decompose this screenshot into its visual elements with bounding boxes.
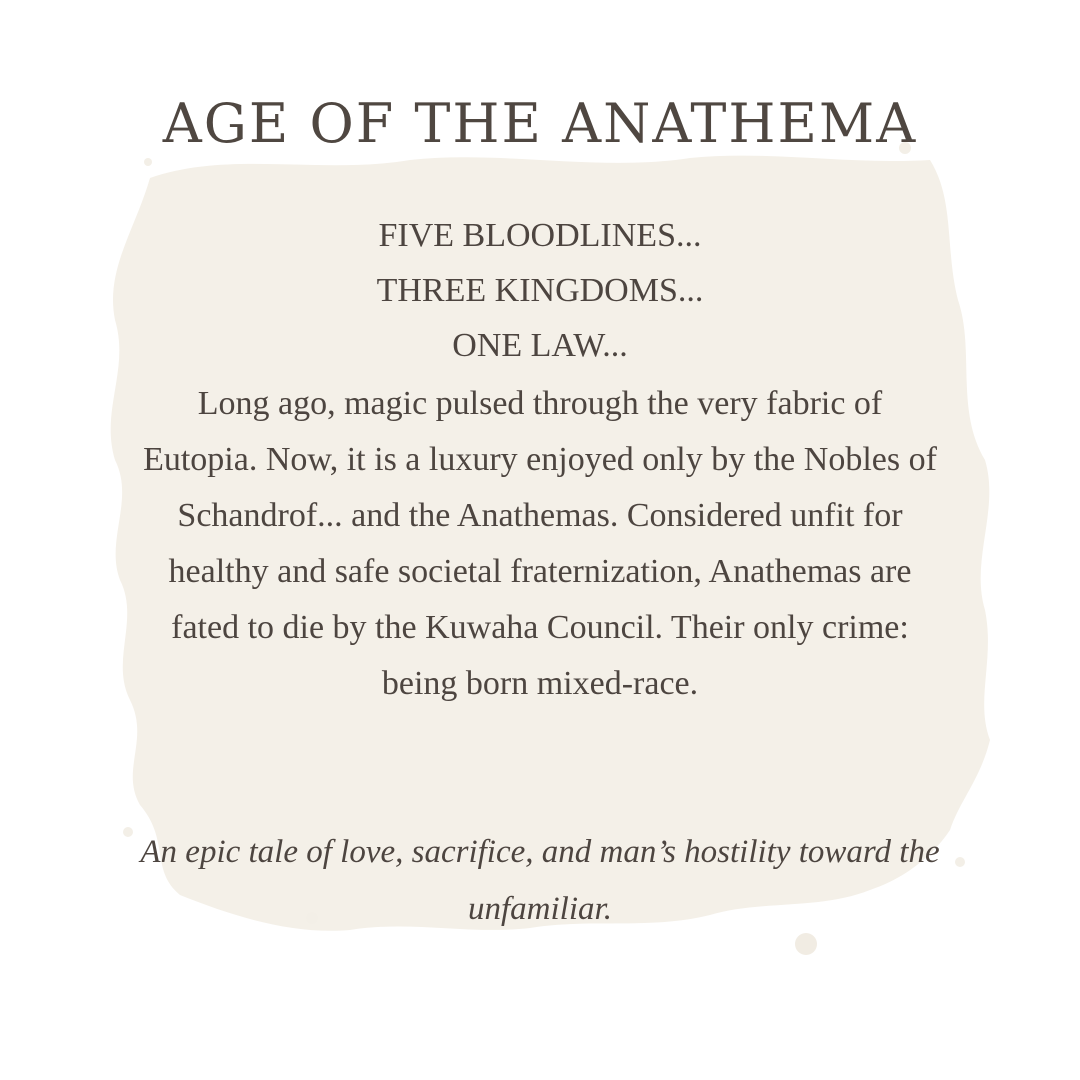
tagline-bloodlines: FIVE BLOODLINES... (378, 217, 702, 254)
tagline-law: ONE LAW... (452, 327, 628, 364)
tagline-kingdoms: THREE KINGDOMS... (376, 272, 704, 309)
synopsis-paragraph: Long ago, magic pulsed through the very fabric of Eutopia. Now, it is a luxury enjoyed only by the Nobles of Schandrof... and the Anathemas. Considered unfit for healthy and safe societal fraternization, Anathemas are fated to die by the Kuwaha Council. Their only crime: being born mixed-race. (143, 385, 937, 702)
paint-speck (955, 857, 965, 867)
paint-speck (123, 827, 133, 837)
paint-speck (144, 158, 152, 166)
tagline-list (0, 208, 1080, 373)
book-title: AGE OF THE ANATHEMA (162, 92, 918, 155)
closing-line: An epic tale of love, sacrifice, and man’s hostility toward the unfamiliar. (140, 834, 940, 927)
